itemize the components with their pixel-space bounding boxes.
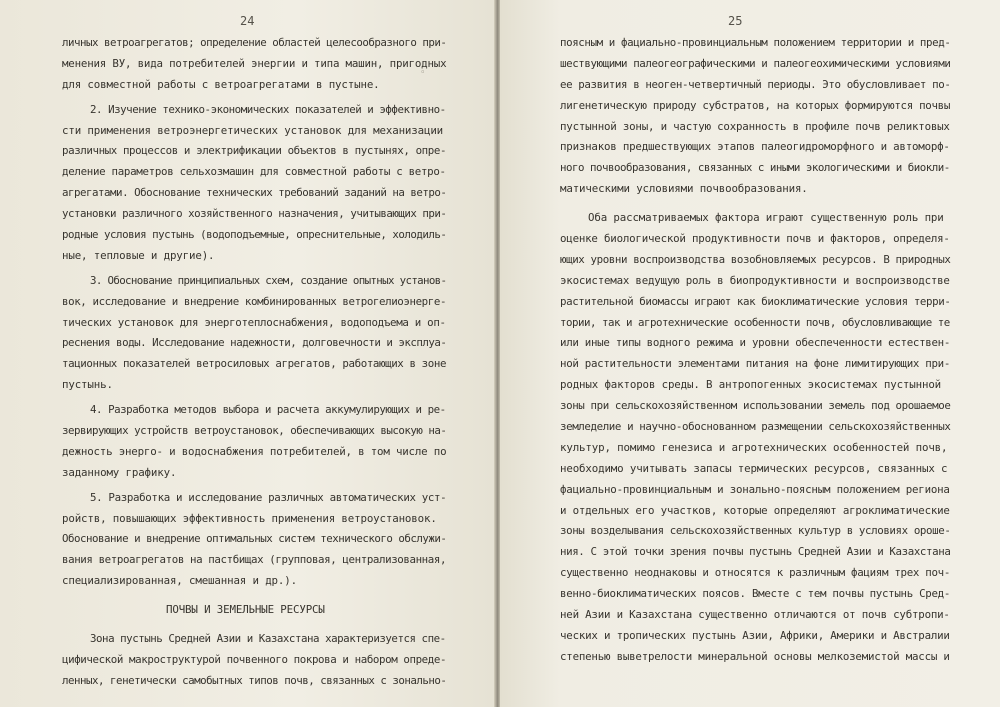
text-line: и отдельных его участков, которые определяют агроклиматические [560, 503, 950, 517]
text-line: оценке биологической продуктивности почв и факторов, определя- [560, 232, 950, 246]
text-line: или иные типы водного режима и уровни обеспеченности естествен- [560, 336, 951, 350]
stray-mark: ◦ [420, 68, 426, 78]
text-line: признаков предшествующих этапов палеогидроморфного и автоморф- [560, 140, 950, 154]
text-line: ния. С этой точки зрения почвы пустынь Средней Азии и Казахстана [560, 545, 951, 559]
text-line: Оба рассматриваемых фактора играют существенную роль при [588, 211, 944, 225]
text-line: растительной биомассы играют как биоклиматические условия терри- [560, 294, 951, 308]
text-line: пустынь. [62, 378, 113, 392]
text-line: ее развития в неоген-четвертичный периоды. Это обусловливает по- [560, 77, 951, 91]
text-line: вок, исследование и внедрение комбинированных ветрогелиоэнерге- [62, 294, 447, 308]
text-line: реснения воды. Исследование надежности, долговечности и эксплуа- [62, 336, 447, 350]
text-line: зервирующих устройств ветроустановок, обеспечивающих высокую на- [62, 424, 447, 438]
text-line: венно-биоклиматических поясов. Вместе с тем почвы пустынь Сред- [560, 587, 951, 601]
text-line: ные, тепловые и другие). [62, 248, 215, 262]
text-line: ленных, генетически самобытных типов почв, связанных с зонально- [62, 673, 447, 687]
text-line: существенно неоднаковы и относятся к различным фациям трех поч- [560, 566, 951, 580]
text-line: цифической макроструктурой почвенного покрова и набором опреде- [62, 652, 447, 666]
text-line: зоны возделывания сельскохозяйственных культур в условиях ороше- [560, 524, 951, 538]
text-line: Зона пустынь Средней Азии и Казахстана характеризуется спе- [90, 632, 446, 646]
text-line: 3. Обоснование принципиальных схем, создание опытных установ- [90, 273, 447, 287]
text-line: культур, помимо генезиса и агротехнических особенностей почв, [560, 440, 948, 454]
text-line: специализированная, смешанная и др.). [62, 574, 297, 588]
text-line: ройств, повышающих эффективность применения ветроустановок. [62, 511, 437, 525]
text-line: Обоснование и внедрение оптимальных систем технического обслужи- [62, 532, 447, 546]
text-line: вания ветроагрегатов на пастбищах (групповая, централизованная, [62, 553, 447, 567]
text-line: для совместной работы с ветроагрегатами в пустыне. [62, 77, 380, 91]
text-line: лигенетическую природу субстратов, на которых формируются почвы [560, 98, 951, 112]
page-number: 25 [728, 14, 743, 28]
text-line: менения ВУ, вида потребителей энергии и типа машин, пригодных [62, 56, 447, 70]
left-page [0, 0, 496, 707]
text-line: сти применения ветроэнергетических установок для механизации [62, 123, 444, 137]
text-line: 4. Разработка методов выбора и расчета аккумулирующих и ре- [90, 403, 446, 417]
text-line: экосистемах ведущую роль в биопродуктивности и воспроизводстве [560, 273, 950, 287]
right-text-column [560, 33, 950, 668]
text-line: ческих и тропических пустынь Азии, Африки, Америки и Австралии [560, 628, 950, 642]
text-line: поясным и фациально-провинциальным положением территории и пред- [560, 36, 951, 49]
text-line: фациально-провинциальным и зонально-поясным положением региона [560, 482, 950, 496]
text-line: тационных показателей ветросиловых агрегатов, работающих в зоне [62, 357, 447, 371]
text-line: зоны при сельскохозяйственном использовании земель под орошаемое [560, 399, 951, 413]
section-heading: ПОЧВЫ И ЗЕМЕЛЬНЫЕ РЕСУРСЫ [166, 603, 325, 617]
text-line: земледелие и научно-обоснованном размещении сельскохозяйственных [560, 420, 951, 434]
text-line: заданному графику. [62, 465, 177, 479]
left-text-column [62, 33, 446, 692]
text-line: ного почвообразования, связанных с иными экологическими и биокли- [560, 161, 950, 175]
text-line: ной растительности элементами питания на фоне лимитирующих при- [560, 357, 951, 371]
text-line: агрегатами. Обоснование технических требований заданий на ветро- [62, 186, 447, 200]
text-line: пустынной зоны, и частую сохранность в профиле почв реликтовых [560, 119, 950, 133]
text-line: тории, так и агротехнические особенности почв, обусловливающие те [560, 315, 950, 329]
text-line: необходимо учитывать запасы термических ресурсов, связанных с [560, 461, 948, 475]
text-line: личных ветроагрегатов; определение областей целесообразного при- [62, 36, 447, 49]
text-line: дежность энерго- и водоснабжения потребителей, в том числе по [62, 444, 447, 458]
text-line: ней Азии и Казахстана существенно отличаются от почв субтропи- [560, 608, 950, 622]
text-line: 5. Разработка и исследование различных автоматических уст- [90, 490, 447, 504]
text-line: родные условия пустынь (водоподъемные, опреснительные, холодиль- [62, 228, 447, 242]
text-line: матическими условиями почвообразования. [560, 182, 808, 196]
right-page [500, 0, 1000, 707]
text-line: различных процессов и электрификации объектов в пустынях, опре- [62, 144, 447, 158]
text-line: ющих уровни воспроизводства возобновляемых ресурсов. В природных [560, 252, 951, 266]
page-number: 24 [240, 14, 255, 28]
text-line: родных факторов среды. В антропогенных экосистемах пустынной [560, 378, 942, 392]
text-line: деление параметров сельхозмашин для совместной работы с ветро- [62, 165, 446, 179]
text-line: шествующими палеогеографическими и палеогеохимическими условиями [560, 56, 951, 70]
text-line: тических установок для энерготеплоснабжения, водоподъема и оп- [62, 315, 446, 329]
text-line: установки различного хозяйственного назначения, учитывающих при- [62, 207, 447, 221]
text-line: 2. Изучение технико-экономических показателей и эффективно- [90, 102, 446, 116]
text-line: степенью выветрелости минеральной основы мелкоземистой массы и [560, 649, 950, 663]
